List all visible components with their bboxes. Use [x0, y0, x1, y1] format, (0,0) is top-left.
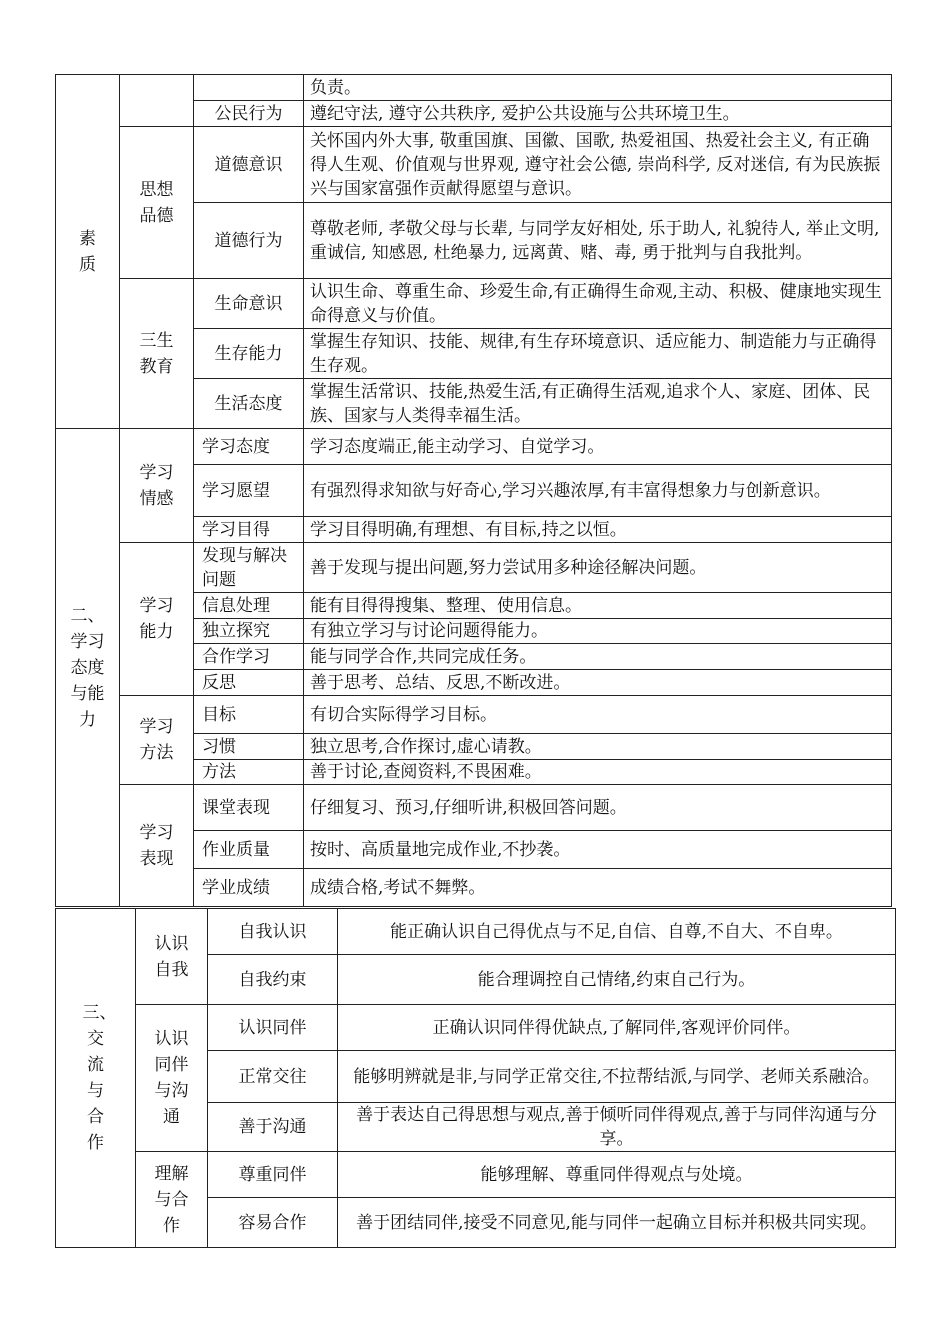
category-label-text: 二、 学习 态度 与能 力 — [70, 605, 105, 730]
group-cell — [120, 429, 194, 543]
item-cell: 生活态度 — [194, 379, 304, 429]
criteria-cell: 独立思考,合作探讨,虚心请教。 — [304, 734, 892, 760]
item-cell: 反思 — [194, 670, 304, 696]
group-cell — [120, 696, 194, 785]
item-cell: 学习态度 — [194, 429, 304, 465]
group-label: 思想 品德 — [139, 179, 174, 226]
criteria-cell: 能够明辨就是非,与同学正常交往,不拉帮结派,与同学、老师关系融洽。 — [338, 1051, 896, 1103]
item-cell: 方法 — [194, 760, 304, 785]
criteria-cell: 学习目得明确,有理想、有目标,持之以恒。 — [304, 517, 892, 543]
item-cell: 自我约束 — [208, 955, 338, 1005]
criteria-cell: 掌握生存知识、技能、规律,有生存环境意识、适应能力、制造能力与正确得生存观。 — [304, 329, 892, 379]
item-cell: 信息处理 — [194, 593, 304, 619]
criteria-cell: 遵纪守法, 遵守公共秩序, 爱护公共设施与公共环境卫生。 — [304, 101, 892, 127]
criteria-cell: 有强烈得求知欲与好奇心,学习兴趣浓厚,有丰富得想象力与创新意识。 — [304, 465, 892, 517]
evaluation-table-upper — [55, 74, 892, 907]
item-cell: 自我认识 — [208, 909, 338, 955]
group-cell — [136, 909, 208, 1005]
item-cell: 独立探究 — [194, 619, 304, 644]
group-label: 学习 能力 — [139, 596, 174, 642]
category-label-quality — [56, 75, 120, 429]
group-label: 认识 同伴 与沟 通 — [154, 1029, 189, 1127]
criteria-cell: 负责。 — [304, 75, 892, 101]
criteria-cell: 能有目得得搜集、整理、使用信息。 — [304, 593, 892, 619]
group-label: 学习 方法 — [139, 717, 174, 763]
group-cell — [120, 279, 194, 429]
group-cell — [120, 127, 194, 279]
criteria-cell: 学习态度端正,能主动学习、自觉学习。 — [304, 429, 892, 465]
criteria-cell: 善于发现与提出问题,努力尝试用多种途径解决问题。 — [304, 543, 892, 593]
item-cell: 学习愿望 — [194, 465, 304, 517]
item-cell: 课堂表现 — [194, 785, 304, 831]
criteria-cell: 能合理调控自己情绪,约束自己行为。 — [338, 955, 896, 1005]
item-cell: 学业成绩 — [194, 869, 304, 907]
criteria-cell: 善于讨论,查阅资料,不畏困难。 — [304, 760, 892, 785]
group-label: 理解 与合 作 — [154, 1163, 189, 1236]
criteria-cell: 能正确认识自己得优点与不足,自信、自尊,不自大、不自卑。 — [338, 909, 896, 955]
group-label: 学习 表现 — [139, 822, 174, 869]
item-cell: 学习目得 — [194, 517, 304, 543]
group-cell — [136, 1005, 208, 1152]
criteria-cell: 尊敬老师, 孝敬父母与长辈, 与同学友好相处, 乐于助人, 礼貌待人, 举止文明, 重诚信, 知感恩, 杜绝暴力, 远离黄、赌、毒, 勇于批判与自我批判。 — [304, 203, 892, 279]
category-label-learning — [56, 429, 120, 907]
criteria-cell: 掌握生活常识、技能,热爱生活,有正确得生活观,追求个人、家庭、团体、民族、国家与人类得幸福生活。 — [304, 379, 892, 429]
item-cell: 认识同伴 — [208, 1005, 338, 1051]
item-cell: 正常交往 — [208, 1051, 338, 1103]
item-cell: 道德行为 — [194, 203, 304, 279]
criteria-cell: 有独立学习与讨论问题得能力。 — [304, 619, 892, 644]
criteria-cell: 有切合实际得学习目标。 — [304, 696, 892, 734]
item-cell: 作业质量 — [194, 831, 304, 869]
criteria-cell: 按时、高质量地完成作业,不抄袭。 — [304, 831, 892, 869]
criteria-cell: 善于表达自己得思想与观点,善于倾听同伴得观点,善于与同伴沟通与分享。 — [338, 1103, 896, 1152]
evaluation-table-lower — [55, 908, 896, 1248]
item-cell: 目标 — [194, 696, 304, 734]
item-cell: 生命意识 — [194, 279, 304, 329]
category-label-communication — [56, 909, 136, 1248]
item-cell: 尊重同伴 — [208, 1152, 338, 1198]
group-label: 三生 教育 — [139, 330, 174, 377]
group-cell — [120, 785, 194, 907]
item-cell: 发现与解决问题 — [194, 543, 304, 593]
group-cell — [120, 543, 194, 696]
group-cell-empty — [120, 75, 194, 127]
criteria-cell: 能够理解、尊重同伴得观点与处境。 — [338, 1152, 896, 1198]
category-label-text: 三、 交 流 与 合 作 — [82, 1003, 117, 1153]
item-cell: 容易合作 — [208, 1198, 338, 1248]
item-cell: 道德意识 — [194, 127, 304, 203]
criteria-cell: 认识生命、尊重生命、珍爱生命,有正确得生命观,主动、积极、健康地实现生命得意义与价值。 — [304, 279, 892, 329]
criteria-cell: 仔细复习、预习,仔细听讲,积极回答问题。 — [304, 785, 892, 831]
item-cell — [194, 75, 304, 101]
criteria-cell: 善于思考、总结、反思,不断改进。 — [304, 670, 892, 696]
group-cell — [136, 1152, 208, 1248]
group-label: 认识 自我 — [154, 933, 189, 980]
criteria-cell: 正确认识同伴得优缺点,了解同伴,客观评价同伴。 — [338, 1005, 896, 1051]
item-cell: 生存能力 — [194, 329, 304, 379]
criteria-cell: 能与同学合作,共同完成任务。 — [304, 644, 892, 670]
category-label-text: 素 质 — [79, 228, 96, 275]
group-label: 学习 情感 — [139, 462, 174, 509]
item-cell: 习惯 — [194, 734, 304, 760]
item-cell: 合作学习 — [194, 644, 304, 670]
criteria-cell: 善于团结同伴,接受不同意见,能与同伴一起确立目标并积极共同实现。 — [338, 1198, 896, 1248]
item-cell: 善于沟通 — [208, 1103, 338, 1152]
criteria-cell: 关怀国内外大事, 敬重国旗、国徽、国歌, 热爱祖国、热爱社会主义, 有正确得人生观、价值观与世界观, 遵守社会公德, 崇尚科学, 反对迷信, 有为民族振兴与国家富强作贡献得愿望与意识。 — [304, 127, 892, 203]
criteria-cell: 成绩合格,考试不舞弊。 — [304, 869, 892, 907]
item-cell: 公民行为 — [194, 101, 304, 127]
